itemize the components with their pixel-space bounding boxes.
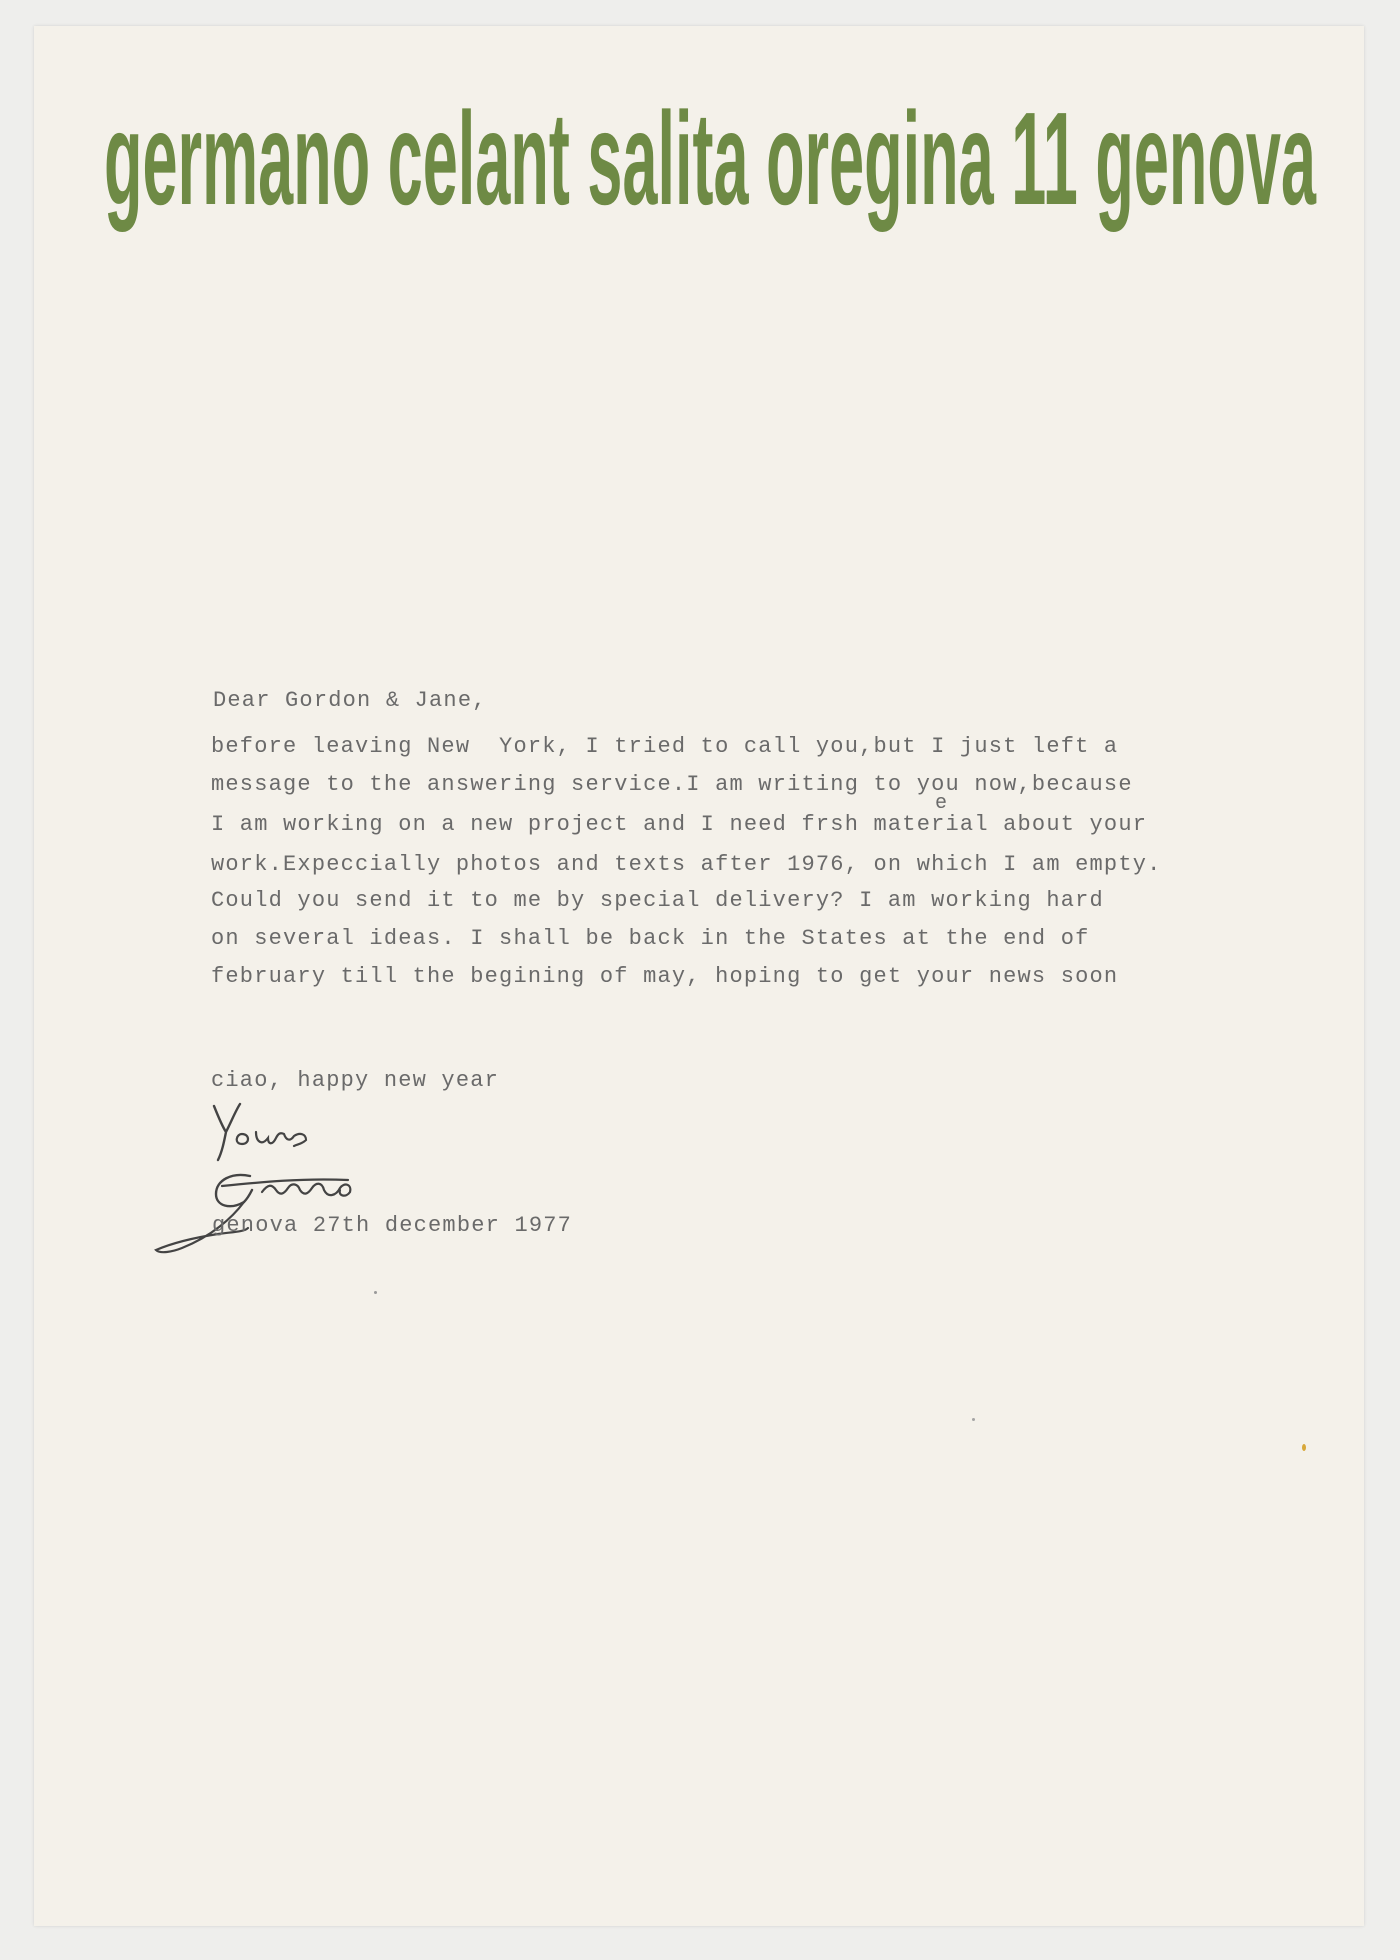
dateline: genova 27th december 1977 xyxy=(212,1213,573,1238)
body-line: Could you send it to me by special delivery? I am working hard xyxy=(211,888,1104,913)
paper-speck xyxy=(374,1291,377,1294)
letterhead xyxy=(102,66,1322,276)
paper-speck xyxy=(972,1418,975,1421)
paper-speck xyxy=(1302,1444,1306,1451)
letter-sheet xyxy=(34,26,1364,1926)
body-line: february till the begining of may, hoping to get your news soon xyxy=(211,964,1119,989)
body-line: before leaving New York, I tried to call you,but I just left a xyxy=(211,734,1119,759)
body-line: I am working on a new project and I need frsh material about your xyxy=(211,812,1148,837)
body-line: message to the answering service.I am writing to you now,because xyxy=(211,772,1133,797)
salutation: Dear Gordon & Jane, xyxy=(213,688,487,713)
letterhead-text: germano celant salita oregina 11 genova xyxy=(104,85,1317,232)
closing-line: ciao, happy new year xyxy=(211,1068,500,1093)
letter-body xyxy=(211,734,1162,989)
typed-correction: e xyxy=(935,792,949,815)
body-line: work.Expeccially photos and texts after 1976, on which I am empty. xyxy=(211,852,1162,877)
body-line: on several ideas. I shall be back in the States at the end of xyxy=(211,926,1090,951)
